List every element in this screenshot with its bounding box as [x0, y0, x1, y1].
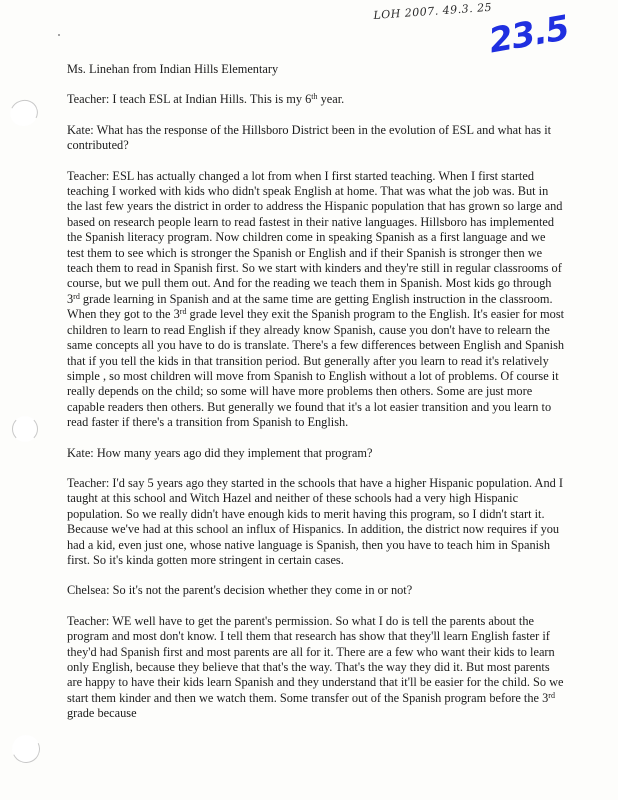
paper-speck [58, 34, 60, 36]
transcript-paragraph [67, 583, 565, 598]
accession-number-handwritten: LOH 2007. 49.3. 25 [373, 0, 493, 22]
punch-hole-mark [6, 96, 41, 130]
superscript: th [311, 92, 318, 102]
paragraph-text: grade learning in Spanish and at the same time are getting English instruction in the classroom. When they got to the 3 [67, 291, 553, 322]
speaker-label: Chelsea: [67, 583, 110, 598]
superscript: rd [548, 690, 555, 700]
transcript-paragraph [67, 123, 565, 154]
punch-hole-mark [8, 731, 44, 767]
paragraph-text: year. [317, 92, 345, 107]
superscript: rd [73, 291, 80, 301]
paragraph-text: I'd say 5 years ago they started in the schools that have a higher Hispanic population. And I taught at this school and Witch Hazel and neither of these schools had a very high Hispanic population. So we really didn't have enough kids to merit having this program, so I didn't start it. Because we've had at this school an influx of Hispanics. In addition, the district now requires if you had a kid, even just one, whose native language is Spanish, then you have to teach him in Spanish first. So it's kinda gotten more stringent in certain cases. [67, 475, 564, 567]
transcript-paragraph [67, 614, 565, 722]
speaker-label: Teacher: [67, 92, 110, 107]
paragraph-text: How many years ago did they implement that program? [96, 445, 373, 460]
superscript: rd [179, 307, 187, 317]
transcript-paragraph [67, 446, 565, 461]
speaker-label: Teacher: [67, 613, 110, 628]
paragraph-text: grade level they exit the Spanish program to the English. It's easier for most children to learn to read English if they already know Spanish, cause you don't have to relearn the same concepts all you have to do is translate. There's a few differences between English and Spanish that if you tell the kids in that transition period. But generally after you learn to read it's relatively simple , so most children will move from Spanish to English without a lot of problems. Of course it really depends on the child; so some will have more problems then others. Some are just more capable readers then others. But generally we found that it's a lot easier transition and you learn to read faster if there's a transition from Spanish to English. [67, 307, 565, 430]
speaker-label: Teacher: [67, 168, 110, 183]
transcript-paragraph [67, 92, 565, 107]
punch-hole-mark [12, 416, 38, 442]
paragraph-text: WE well have to get the parent's permission. So what I do is tell the parents about the program and most don't know. I tell them that research has show that they'll learn English faster if they'd had Spanish first and most parents are all for it. There are a few who want their kids to learn only English, because they believe that that's the way. That's the way they did it. But most parents are happy to have their kids learn Spanish and they understand that it'll be easier for the child. So we start them kinder and then we watch them. Some transfer out of the Spanish program before the 3 [67, 613, 564, 705]
paragraph-text: So it's not the parent's decision whether they come in or not? [112, 583, 413, 598]
transcript-paragraph [67, 476, 565, 568]
paragraph-text: ESL has actually changed a lot from when I first started teaching. When I first started teaching I worked with kids who didn't speak English at home. That was what the job was. But in the last few years the district in order to address the Hispanic population that has grown so large and based on research people learn to read fastest in their native languages. Hillsboro has implemented the Spanish literacy program. Now children come in speaking Spanish as a first language and we test them to see which is stronger the Spanish or English and if their Spanish is stronger then we teach them to read in Spanish first. So we start with kinders and they're still in regular classrooms of course, but we pull them out. And for the reading we teach them in Spanish. Most kids go through 3 [67, 168, 563, 306]
speaker-label: Kate: [67, 122, 94, 137]
speaker-label: Kate: [67, 445, 94, 460]
paragraph-text: I teach ESL at Indian Hills. This is my 6 [112, 92, 312, 107]
paragraph-text: What has the response of the Hillsboro District been in the evolution of ESL and what has it contributed? [67, 122, 552, 153]
speaker-label: Teacher: [67, 475, 110, 490]
score-handwritten: 23.5 [486, 8, 572, 62]
transcript-paragraph [67, 169, 565, 431]
paragraph-text: grade because [67, 706, 137, 721]
transcript-heading: Ms. Linehan from Indian Hills Elementary [67, 62, 279, 76]
transcript-body [67, 62, 565, 737]
